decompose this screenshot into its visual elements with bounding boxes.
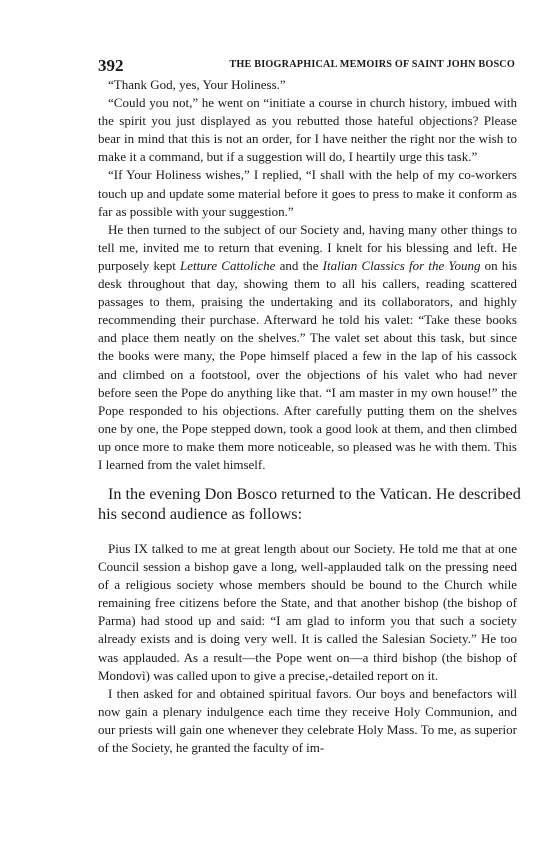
page-number: 392	[98, 56, 124, 75]
paragraph: He then turned to the subject of our Society and, having many other things to tell me, invited me to return that evening. I knelt for his blessing and left. He purposely kept Letture Cattoliche and the Italian Classics for the Young on his desk throughout that day, showing them to all his callers, reading scattered passages to them, praising the undertaking and its collaborators, and highly recommending their purchase. Afterward he told his valet: “Take these books and place them neatly on the shelves.” The valet set about this task, but since the books were many, the Pope himself placed a few in the lap of his cassock and climbed on a footstool, over the objections of his valet who had never before seen the Pope do anything like that. “I am master in my own house!” the Pope responded to his objections. After carefully putting them on the shelves one by one, the Pope stepped down, took a good look at them, and then climbed up once more to make them more noticeable, so pleased was he with them. This I learned from the valet himself.	[98, 221, 518, 472]
paragraph: I then asked for and obtained spiritual favors. Our boys and benefactors will now gain a plenary indulgence each time they receive Holy Communion, and our priests will gain one whenever they celebrate Holy Mass. To me, as superior of the Society, he granted the faculty of im-	[98, 685, 517, 756]
paragraph: “If Your Holiness wishes,” I replied, “I shall with the help of my co-workers touch up and update some material before it goes to press to make it conform as far as possible with your suggestion.”	[98, 167, 517, 219]
page-header	[98, 56, 515, 76]
paragraph: Pius IX talked to me at great length about our Society. He told me that at one Council session a bishop gave a long, well-applauded talk on the pressing need of a religious society whose members should be bound to the Church while remaining free citizens before the State, and that another bishop (the bishop of Parma) had stood up and said: “I am glad to inform you that such a society already exists and is doing very well. It is called the Salesian Society.” He too was applauded. As a result—the Pope went on—a third bishop (the bishop of Mondovì) was called upon to give a precise,-detailed report on it.	[98, 541, 517, 683]
book-title: Letture Cattoliche	[180, 257, 276, 273]
quoted-account-block	[98, 540, 517, 757]
running-head: THE BIOGRAPHICAL MEMOIRS OF SAINT JOHN BOSCO	[229, 59, 515, 70]
paragraph: “Could you not,” he went on “initiate a course in church history, imbued with the spirit you just displayed as you rebutted those hateful objections? Please bear in mind that this is not an order, for I have neither the right nor the wish to make it a command, but if a suggestion will do, I heartily urge this task.”	[98, 95, 517, 165]
book-title: Italian Classics for the Young	[322, 257, 481, 273]
narration-block	[98, 484, 523, 524]
paragraph: “Thank God, yes, Your Holiness.”	[108, 77, 286, 92]
dialogue-block	[98, 76, 517, 474]
narration-paragraph: In the evening Don Bosco returned to the Vatican. He described his second audience as follows:	[98, 485, 521, 523]
